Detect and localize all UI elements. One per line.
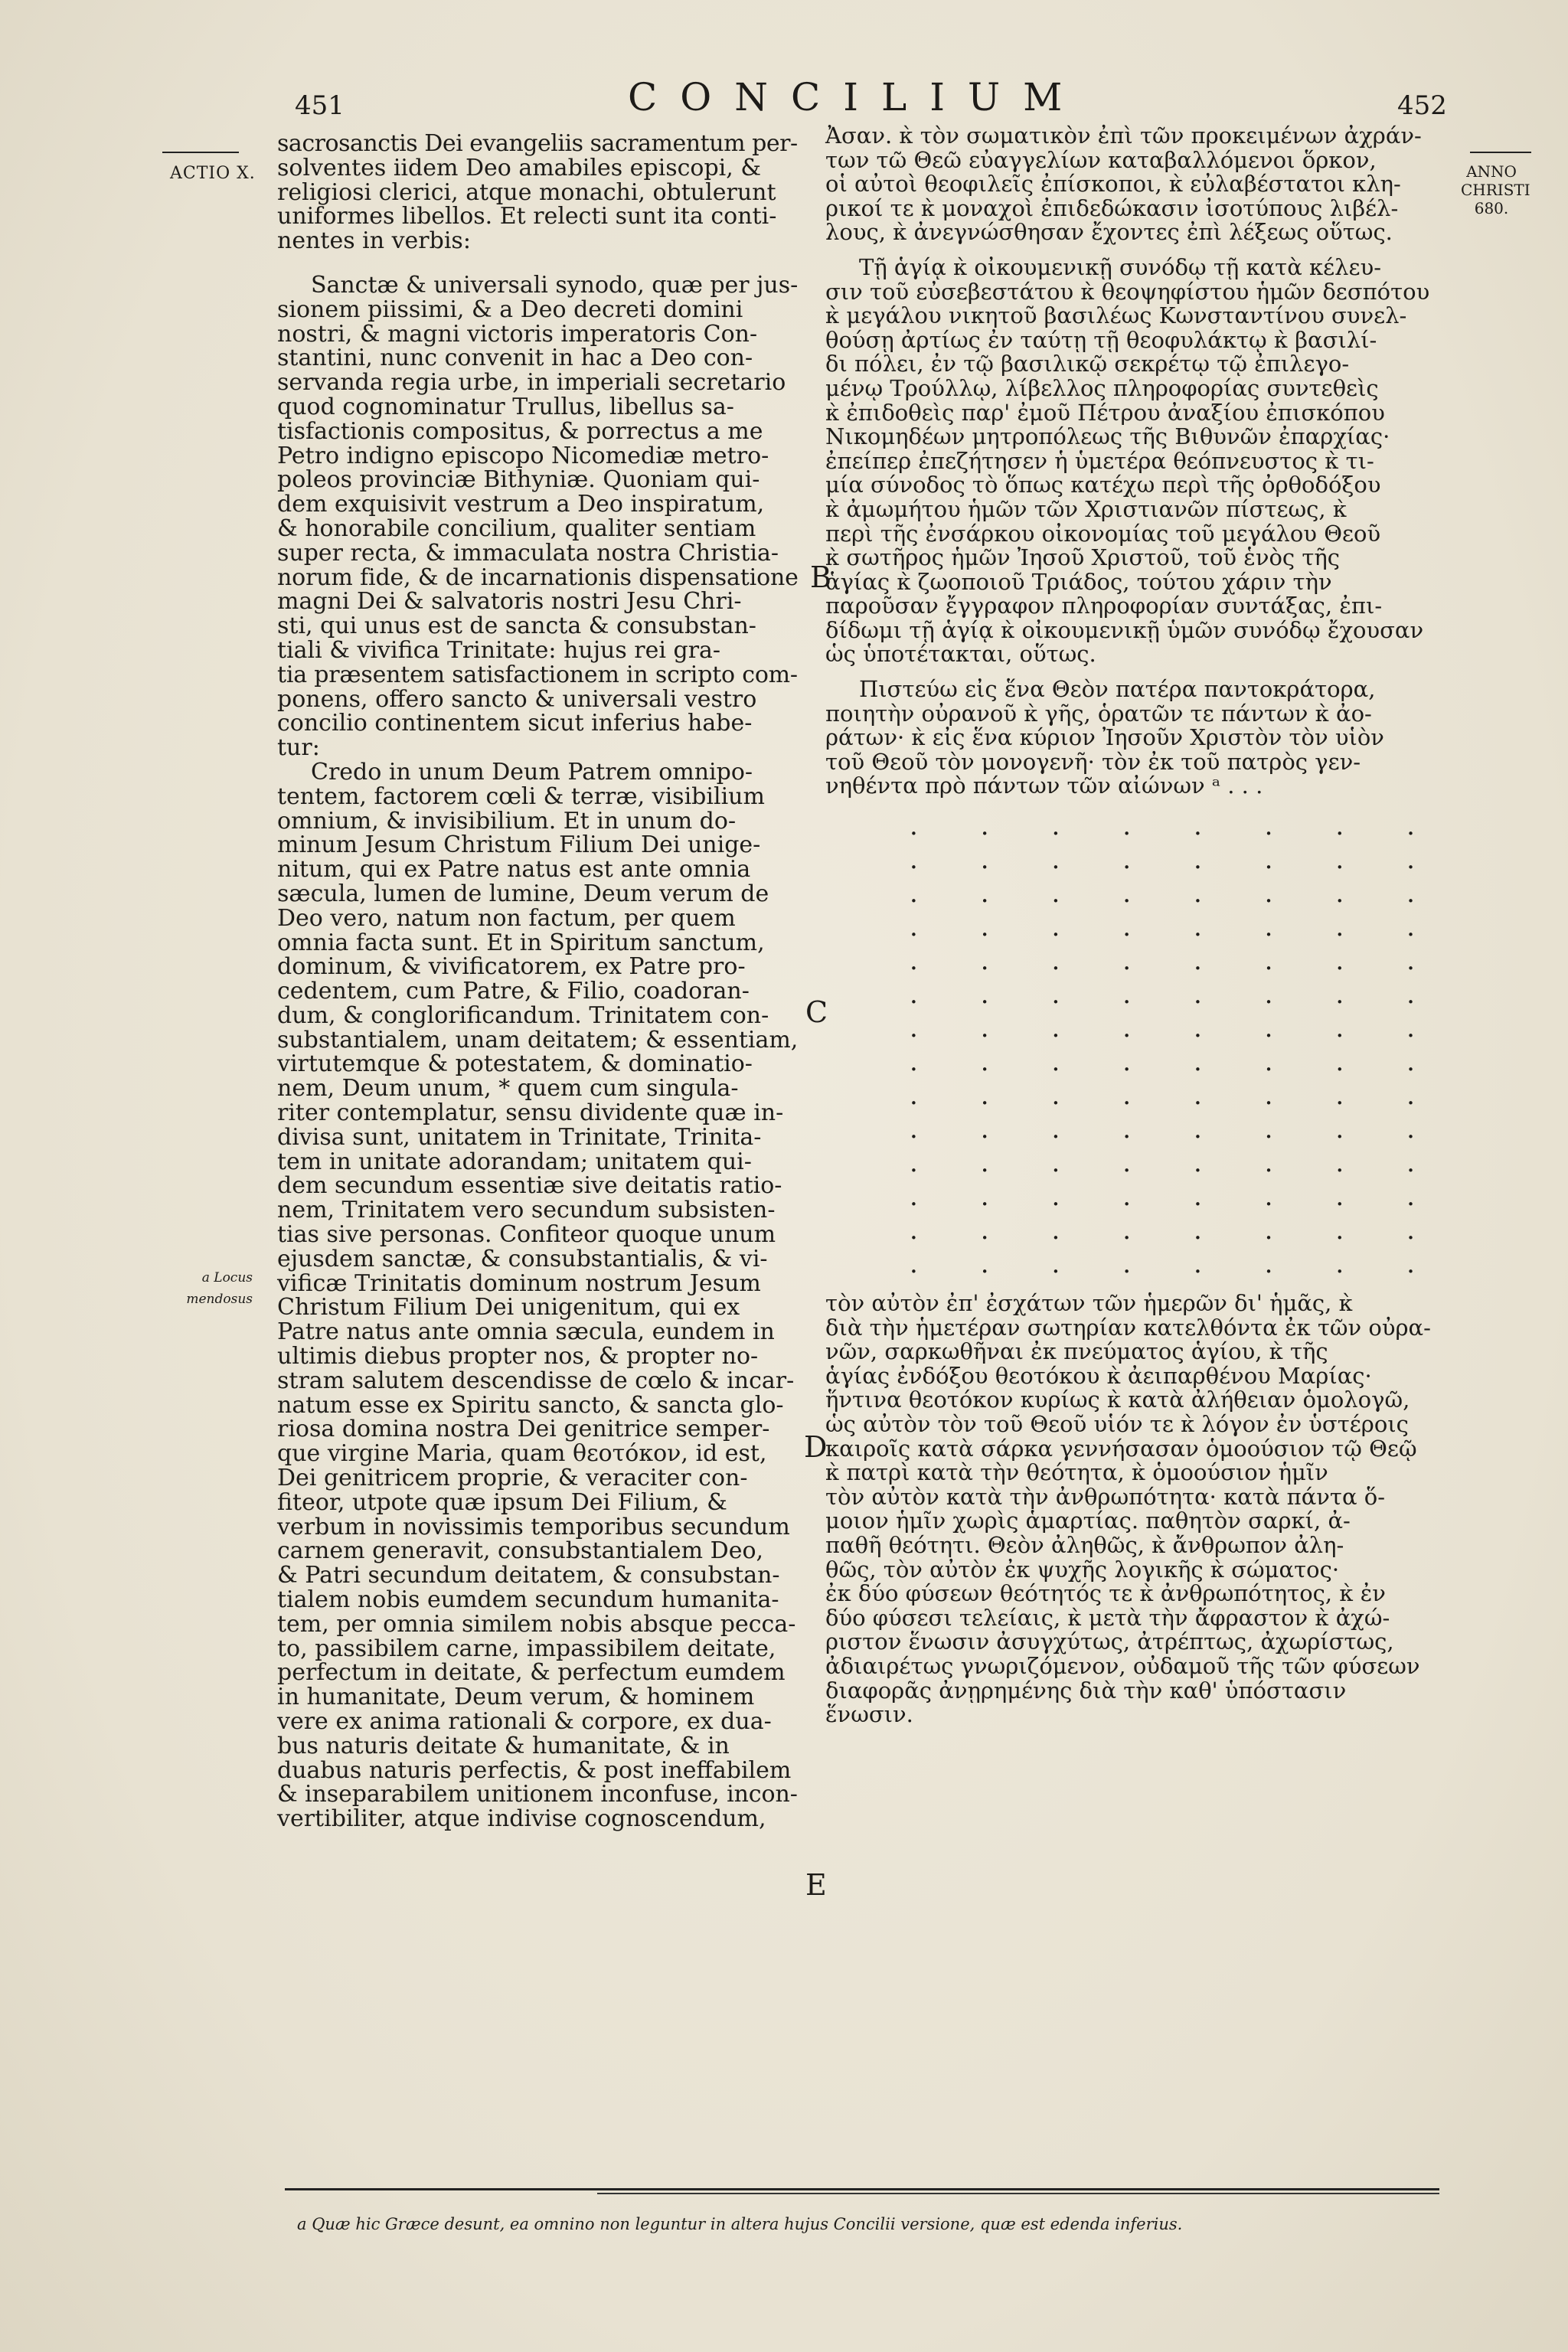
dot: . — [1406, 1249, 1415, 1280]
text-line: Πιστεύω εἰς ἕνα Θεὸν πατέρα παντοκράτορα, — [859, 676, 1376, 703]
text-line: διὰ τὴν ἡμετέραν σωτηρίαν κατελθόντα ἐκ τῶν οὐρα- — [825, 1314, 1431, 1341]
dot: . — [980, 1249, 989, 1280]
dot: . — [980, 1013, 989, 1044]
dot: . — [1406, 1114, 1415, 1145]
dot: . — [980, 844, 989, 876]
dot: . — [1335, 878, 1344, 910]
text-line: Petro indigno episcopo Nicomediæ metro- — [277, 442, 769, 469]
text-line: dem exquisivit vestrum a Deo inspiratum, — [277, 491, 765, 518]
note-line: a Locus — [201, 1270, 253, 1285]
dot: . — [980, 979, 989, 1011]
text-line: νηθέντα πρὸ πάντων τῶν αἰώνων ᵃ . . . — [825, 773, 1263, 799]
text-line: divisa sunt, unitatem in Trinitate, Trinita- — [277, 1123, 762, 1151]
dot: . — [910, 1080, 918, 1112]
text-line: ἕνωσιν. — [825, 1701, 913, 1728]
text-line: vificæ Trinitatis dominum nostrum Jesum — [277, 1269, 761, 1297]
text-line: Christum Filium Dei unigenitum, qui ex — [277, 1294, 740, 1321]
dot: . — [910, 1148, 918, 1179]
text-line: ponens, offero sancto & universali vestro — [277, 685, 757, 713]
dot: . — [1122, 878, 1132, 910]
text-line: ὡς ὑποτέτακται, οὕτως. — [825, 641, 1096, 668]
text-line: religiosi clerici, atque monachi, obtulerunt — [277, 178, 776, 206]
dot: . — [1406, 844, 1415, 876]
dot: . — [1193, 844, 1202, 876]
page-number-right: 452 — [1397, 90, 1447, 121]
text-line: stram salutem descendisse de cœlo & incar- — [277, 1367, 795, 1394]
text-line: ἁγίας κ̀ ζωοποιοῦ Τριάδος, τούτου χάριν τὴν — [825, 568, 1332, 595]
text-line: ριστον ἕνωσιν ἀσυγχύτως, ἀτρέπτως, ἀχωρίστως, — [825, 1628, 1394, 1655]
dot: . — [1335, 1114, 1344, 1145]
text-line: σιν τοῦ εὐσεβεστάτου κ̀ θεοψηφίστου ἡμῶν δεσπότου — [825, 278, 1430, 305]
text-line: vertibiliter, atque indivise cognoscendum, — [277, 1805, 766, 1833]
text-line: poleos provinciæ Bithyniæ. Quoniam qui- — [277, 466, 760, 494]
text-line: μοιον ἡμῖν χωρὶς ἁμαρτίας. παθητὸν σαρκί, ἀ- — [825, 1508, 1351, 1534]
text-line: substantialem, unam deitatem; & essentiam, — [277, 1026, 799, 1054]
text-line: virtutemque & potestatem, & dominatio- — [277, 1050, 753, 1078]
dot: . — [980, 1080, 989, 1112]
dot: . — [1051, 1080, 1060, 1112]
text-line: cedentem, cum Patre, & Filio, coadoran- — [277, 978, 750, 1005]
dot: . — [1264, 878, 1273, 910]
dot: . — [1193, 878, 1202, 910]
dot: . — [910, 878, 918, 910]
dot: . — [1051, 1249, 1060, 1280]
text-line: sacrosanctis Dei evangeliis sacramentum per- — [277, 130, 798, 157]
text-line: & Patri secundum deitatem, & consubstan- — [277, 1562, 780, 1589]
dot: . — [1406, 946, 1415, 977]
text-line: Ἀσαν. κ̀ τὸν σωματικὸν ἐπὶ τῶν προκειμένων ἀχράν- — [825, 122, 1422, 149]
text-line: μία σύνοδος τὸ ὅπως κατέχω περὶ τῆς ὀρθοδόξου — [825, 472, 1381, 498]
footnote-rule-thin — [597, 2193, 1439, 2194]
dot-row — [910, 944, 1415, 978]
dot-row — [910, 1079, 1415, 1112]
actio-margin-label: ACTIO X. — [170, 164, 256, 183]
dot: . — [980, 912, 989, 943]
text-line: καιροῖς κατὰ σάρκα γεννήσασαν ὁμοούσιον τῷ Θεῷ — [825, 1435, 1417, 1462]
text-line: ἥντινα θεοτόκον κυρίως κ̀ κατὰ ἀλήθειαν ὁμολογῶ, — [825, 1387, 1410, 1413]
dot: . — [1335, 1215, 1344, 1246]
text-line: τὸν αὐτὸν κατὰ τὴν ἀνθρωπότητα· κατὰ πάντα ὅ- — [825, 1483, 1386, 1510]
dot: . — [1406, 1215, 1415, 1246]
dot: . — [1122, 1215, 1132, 1246]
section-letter-b: B — [810, 560, 831, 594]
text-line: ejusdem sanctæ, & consubstantialis, & vi- — [277, 1245, 768, 1272]
dot: . — [1051, 979, 1060, 1011]
dot-row — [910, 843, 1415, 877]
greek-column — [825, 124, 1455, 1727]
dot: . — [1051, 912, 1060, 943]
dot: . — [1335, 1148, 1344, 1179]
section-letter-e: E — [805, 1868, 827, 1902]
dot: . — [1122, 912, 1132, 943]
text-line: tur: — [277, 734, 320, 762]
spacer — [277, 253, 798, 273]
dot: . — [1335, 912, 1344, 943]
text-line: omnia facta sunt. Et in Spiritum sanctum, — [277, 929, 765, 956]
text-line: δίδωμι τῇ ἁγίᾳ κ̀ οἰκουμενικῇ ὑμῶν συνόδῳ ἔχουσαν — [825, 616, 1424, 643]
dot: . — [1193, 979, 1202, 1011]
dot: . — [1406, 878, 1415, 910]
text-line: tisfactionis compositus, & porrectus a me — [277, 417, 763, 445]
margin-rule-left — [162, 152, 239, 153]
dot: . — [1122, 946, 1132, 977]
text-line: λους, κ̀ ἀνεγνώσθησαν ἔχοντες ἐπὶ λέξεως οὕτως. — [825, 219, 1393, 246]
text-line: παροῦσαν ἔγγραφον πληροφορίαν συντάξας, ἐπι- — [825, 593, 1383, 619]
text-line: ἐπείπερ ἐπεζήτησεν ἡ ὑμετέρα θεόπνευστος κ̀ τι- — [825, 447, 1374, 474]
text-line: περὶ τῆς ἐνσάρκου οἰκονομίας τοῦ μεγάλου Θεοῦ — [825, 520, 1381, 547]
dot: . — [1335, 1047, 1344, 1078]
dot: . — [1193, 1114, 1202, 1145]
running-title: CONCILIUM — [628, 75, 1086, 119]
dot: . — [1051, 1114, 1060, 1145]
page-number-left: 451 — [295, 90, 345, 121]
locus-mendosus-note — [145, 1267, 253, 1310]
text-line: nem, Trinitatem vero secundum subsisten- — [277, 1197, 776, 1224]
text-line: Νικομηδέων μητροπόλεως τῆς Βιθυνῶν ἐπαρχίας· — [825, 423, 1390, 450]
text-line: uniformes libellos. Et relecti sunt ita conti- — [277, 203, 777, 230]
dot: . — [1122, 844, 1132, 876]
text-line: κ̀ μεγάλου νικητοῦ βασιλέως Κωνσταντίνου συνελ- — [825, 302, 1407, 329]
greek-intro — [825, 124, 1455, 245]
year-line: 680. — [1474, 199, 1509, 217]
text-line: Patre natus ante omnia sæcula, eundem in — [277, 1318, 775, 1346]
dot: . — [1264, 979, 1273, 1011]
dot: . — [1335, 811, 1344, 842]
text-line: carnem generavit, consubstantialem Deo, — [277, 1537, 764, 1565]
dot: . — [1406, 1181, 1415, 1213]
text-line: & honorabile concilium, qualiter sentiam — [277, 514, 756, 542]
dot: . — [980, 811, 989, 842]
dot: . — [1193, 1249, 1202, 1280]
text-line: vere ex anima rationali & corpore, ex dua- — [277, 1708, 772, 1735]
text-line: ἐκ δύο φύσεων θεότητός τε κ̀ ἀνθρωπότητος, κ̀ ἐν — [825, 1580, 1386, 1607]
dot: . — [1264, 1047, 1273, 1078]
dot: . — [1122, 1249, 1132, 1280]
dot-row — [910, 1247, 1415, 1281]
text-line: ρικοί τε κ̀ μοναχοὶ ἐπιδεδώκασιν ἰσοτύπους λιβέλ- — [825, 194, 1399, 221]
text-line: tialem nobis eumdem secundum humanita- — [277, 1586, 779, 1614]
dot: . — [1051, 1181, 1060, 1213]
text-line: nentes in verbis: — [277, 227, 471, 255]
dot: . — [1335, 1080, 1344, 1112]
greek-petition — [825, 253, 1455, 668]
text-line: Sanctæ & universali synodo, quæ per jus- — [311, 271, 799, 299]
text-line: solventes iidem Deo amabiles episcopi, & — [277, 154, 762, 181]
text-line: τὸν αὐτὸν ἐπ' ἐσχάτων τῶν ἡμερῶν δι' ἡμᾶς, κ̀ — [825, 1290, 1353, 1317]
section-letter-d: D — [804, 1430, 828, 1464]
text-line: natum esse ex Spiritu sancto, & sancta glo- — [277, 1391, 784, 1419]
text-line: tem in unitate adorandam; unitatem qui- — [277, 1148, 752, 1175]
text-line: κ̀ σωτῆρος ἡμῶν Ἰησοῦ Χριστοῦ, τοῦ ἑνὸς τῆς — [825, 544, 1341, 571]
text-line: riter contemplatur, sensu dividente quæ in- — [277, 1099, 784, 1127]
dot: . — [1051, 1148, 1060, 1179]
anno-christi-label — [1461, 162, 1530, 217]
dot: . — [1122, 1114, 1132, 1145]
dot: . — [1264, 1114, 1273, 1145]
text-line: dominum, & vivificatorem, ex Patre pro- — [277, 953, 746, 981]
dot: . — [1406, 912, 1415, 943]
dot: . — [1406, 1047, 1415, 1078]
text-line: nitum, qui ex Patre natus est ante omnia — [277, 856, 751, 884]
dot: . — [1335, 1181, 1344, 1213]
dot: . — [1051, 1013, 1060, 1044]
dot: . — [1051, 844, 1060, 876]
text-line: θούσῃ ἀρτίως ἐν ταύτῃ τῇ θεοφυλάκτῳ κ̀ βασιλί- — [825, 326, 1377, 353]
dot-row — [910, 1180, 1415, 1214]
dot: . — [1335, 844, 1344, 876]
text-line: omnium, & invisibilium. Et in unum do- — [277, 807, 737, 835]
text-line: ἀδιαιρέτως γνωριζόμενον, οὐδαμοῦ τῆς τῶν φύσεων — [825, 1652, 1420, 1679]
text-line: οἱ αὐτοὶ θεοφιλεῖς ἐπίσκοποι, κ̀ εὐλαβέστατοι κλη- — [825, 171, 1401, 198]
dot: . — [1193, 1013, 1202, 1044]
dot: . — [910, 1181, 918, 1213]
dot: . — [1193, 912, 1202, 943]
text-line: μένῳ Τρούλλῳ, λίβελλος πληροφορίας συντεθεὶς — [825, 374, 1379, 401]
dot: . — [1335, 1013, 1344, 1044]
dot: . — [1122, 1148, 1132, 1179]
latin-creed — [277, 760, 798, 1831]
dot-row — [910, 1011, 1415, 1045]
dot: . — [1406, 979, 1415, 1011]
note-line: mendosus — [186, 1292, 253, 1307]
dot: . — [1264, 1148, 1273, 1179]
latin-petition — [277, 273, 798, 760]
dot: . — [1406, 1148, 1415, 1179]
text-line: ποιητὴν οὐρανοῦ κ̀ γῆς, ὁρατῶν τε πάντων κ̀ ἀο- — [825, 700, 1372, 727]
text-line: duabus naturis perfectis, & post ineffabilem — [277, 1756, 792, 1784]
dot: . — [980, 946, 989, 977]
dot: . — [1406, 1080, 1415, 1112]
greek-creed-start — [825, 678, 1455, 799]
text-line: tiali & vivifica Trinitate: hujus rei gra- — [277, 636, 721, 664]
dot-row — [910, 809, 1415, 843]
text-line: θῶς, τὸν αὐτὸν ἐκ ψυχῆς λογικῆς κ̀ σώματος· — [825, 1556, 1340, 1583]
text-line: & inseparabilem unitionem inconfuse, incon- — [277, 1781, 798, 1808]
dot: . — [1264, 811, 1273, 842]
dot: . — [1264, 1181, 1273, 1213]
dot: . — [1264, 1080, 1273, 1112]
dot: . — [1122, 1013, 1132, 1044]
anno-line: ANNO — [1466, 162, 1517, 181]
dot: . — [1122, 1181, 1132, 1213]
text-line: riosa domina nostra Dei genitrice semper- — [277, 1416, 770, 1443]
text-line: κ̀ ἀμωμήτου ἡμῶν τῶν Χριστιανῶν πίστεως, κ̀ — [825, 495, 1347, 522]
text-line: κ̀ πατρὶ κατὰ τὴν θεότητα, κ̀ ὁμοούσιον ἡμῖν — [825, 1459, 1328, 1486]
latin-intro — [277, 132, 798, 253]
dot-row — [910, 1112, 1415, 1146]
text-line: ράτων· κ̀ εἰς ἕνα κύριον Ἰησοῦν Χριστὸν τὸν υἱὸν — [825, 724, 1384, 751]
dot-row — [910, 1045, 1415, 1079]
dot: . — [1264, 1249, 1273, 1280]
dot-row — [910, 978, 1415, 1011]
dot: . — [910, 946, 918, 977]
dot: . — [1193, 1148, 1202, 1179]
text-line: nostri, & magni victoris imperatoris Con- — [277, 320, 758, 348]
dot: . — [1051, 1047, 1060, 1078]
dot: . — [1122, 979, 1132, 1011]
dot: . — [1335, 946, 1344, 977]
dot: . — [980, 1047, 989, 1078]
text-line: minum Jesum Christum Filium Dei unige- — [277, 831, 761, 859]
dot: . — [1264, 946, 1273, 977]
dot: . — [910, 1047, 918, 1078]
text-line: tias sive personas. Confiteor quoque unum — [277, 1221, 776, 1249]
dot: . — [910, 811, 918, 842]
footnote-rule — [285, 2188, 1439, 2190]
dot-row — [910, 877, 1415, 910]
dot: . — [910, 1249, 918, 1280]
text-line: to, passibilem carne, impassibilem deitate, — [277, 1635, 776, 1662]
dot: . — [980, 1181, 989, 1213]
text-line: ultimis diebus propter nos, & propter no- — [277, 1343, 759, 1370]
text-line: quod cognominatur Trullus, libellus sa- — [277, 393, 734, 420]
dot: . — [910, 1114, 918, 1145]
dot: . — [1051, 946, 1060, 977]
dot: . — [1051, 1215, 1060, 1246]
footnote: a Quæ hic Græce desunt, ea omnino non leguntur in altera hujus Concilii versione, quæ est edenda inferius. — [297, 2215, 1183, 2233]
text-line: κ̀ ἐπιδοθεὶς παρ' ἐμοῦ Πέτρου ἀναξίου ἐπισκόπου — [825, 399, 1385, 426]
text-line: παθῆ θεότητι. Θεὸν ἀληθῶς, κ̀ ἄνθρωπον ἀλη- — [825, 1531, 1344, 1558]
dot: . — [1193, 946, 1202, 977]
dot: . — [1264, 1215, 1273, 1246]
text-line: tia præsentem satisfactionem in scripto com- — [277, 661, 798, 688]
text-line: stantini, nunc convenit in hac a Deo con- — [277, 345, 753, 372]
dot: . — [1193, 1215, 1202, 1246]
text-line: super recta, & immaculata nostra Christia- — [277, 539, 779, 567]
text-line: δύο φύσεσι τελείαις, κ̀ μετὰ τὴν ἄφραστον κ̀ ἀχώ- — [825, 1604, 1390, 1631]
dot: . — [980, 1114, 989, 1145]
text-line: Dei genitricem proprie, & veraciter con- — [277, 1465, 748, 1492]
text-line: των τῶ Θεῶ εὐαγγελίων καταβαλλόμενοι ὅρκον, — [825, 146, 1377, 173]
text-line: dem secundum essentiæ sive deitatis ratio- — [277, 1172, 782, 1200]
text-line: tem, per omnia similem nobis absque pecca- — [277, 1610, 796, 1638]
text-line: concilio continentem sicut inferius habe- — [277, 710, 753, 737]
text-line: servanda regia urbe, in imperiali secretario — [277, 369, 786, 397]
section-letter-c: C — [805, 995, 828, 1029]
dot: . — [1264, 844, 1273, 876]
dot-row — [910, 1214, 1415, 1247]
dot: . — [1051, 811, 1060, 842]
dot: . — [980, 878, 989, 910]
text-line: Τῇ ἁγίᾳ κ̀ οἰκουμενικῇ συνόδῳ τῇ κατὰ κέλευ- — [859, 253, 1382, 280]
text-line: sionem piissimi, & a Deo decreti domini — [277, 296, 743, 323]
text-line: norum fide, & de incarnationis dispensatione — [277, 564, 799, 591]
text-line: δι πόλει, ἐν τῷ βασιλικῷ σεκρέτῳ τῷ ἐπιλεγο- — [825, 351, 1350, 377]
text-line: magni Dei & salvatoris nostri Jesu Chri- — [277, 588, 742, 616]
dot-row — [910, 910, 1415, 944]
text-line: sæcula, lumen de lumine, Deum verum de — [277, 880, 769, 907]
text-line: ὡς αὐτὸν τὸν τοῦ Θεοῦ υἱόν τε κ̀ λόγον ἐν ὑστέροις — [825, 1411, 1409, 1437]
text-line: in humanitate, Deum verum, & hominem — [277, 1684, 755, 1711]
dot: . — [980, 1148, 989, 1179]
latin-column — [277, 132, 798, 1831]
dot: . — [1051, 878, 1060, 910]
dot: . — [910, 1013, 918, 1044]
dot: . — [910, 1215, 918, 1246]
dot: . — [1122, 1080, 1132, 1112]
dot: . — [1264, 912, 1273, 943]
christi-line: CHRISTI — [1461, 181, 1530, 199]
text-line: tentem, factorem cœli & terræ, visibilium — [277, 782, 765, 810]
margin-rule-right — [1470, 152, 1531, 153]
dot: . — [910, 979, 918, 1011]
dot: . — [910, 844, 918, 876]
dot: . — [1193, 811, 1202, 842]
text-line: perfectum in deitate, & perfectum eumdem — [277, 1659, 786, 1687]
dot: . — [1122, 811, 1132, 842]
text-line: τοῦ Θεοῦ τὸν μονογενῆ· τὸν ἐκ τοῦ πατρὸς γεν- — [825, 748, 1361, 775]
dot: . — [1122, 1047, 1132, 1078]
text-line: νῶν, σαρκωθῆναι ἐκ πνεύματος ἁγίου, κ̀ τῆς — [825, 1338, 1328, 1365]
dot: . — [1335, 979, 1344, 1011]
text-line: verbum in novissimis temporibus secundum — [277, 1513, 790, 1540]
dot: . — [1193, 1181, 1202, 1213]
dot: . — [1406, 811, 1415, 842]
dot: . — [1406, 1013, 1415, 1044]
lacuna-dots — [825, 809, 1455, 1281]
dot: . — [1193, 1047, 1202, 1078]
text-line: que virgine Maria, quam θεοτόκον, id est, — [277, 1440, 767, 1468]
dot: . — [1335, 1249, 1344, 1280]
dot: . — [1193, 1080, 1202, 1112]
text-line: dum, & conglorificandum. Trinitatem con- — [277, 1001, 769, 1029]
dot-row — [910, 1146, 1415, 1180]
dot: . — [980, 1215, 989, 1246]
greek-creed-continued — [825, 1292, 1455, 1727]
text-line: sti, qui unus est de sancta & consubstan- — [277, 612, 756, 640]
text-line: fiteor, utpote quæ ipsum Dei Filium, & — [277, 1488, 727, 1516]
text-line: nem, Deum unum, * quem cum singula- — [277, 1075, 739, 1102]
dot: . — [910, 912, 918, 943]
text-line: Deo vero, natum non factum, per quem — [277, 904, 736, 932]
text-line: bus naturis deitate & humanitate, & in — [277, 1732, 730, 1759]
text-line: Credo in unum Deum Patrem omnipo- — [311, 758, 753, 786]
dot: . — [1264, 1013, 1273, 1044]
text-line: διαφορᾶς ἀνῃρημένης διὰ τὴν καθ' ὑπόστασιν — [825, 1677, 1347, 1704]
text-line: ἁγίας ἐνδόξου θεοτόκου κ̀ ἀειπαρθένου Μαρίας· — [825, 1362, 1372, 1389]
